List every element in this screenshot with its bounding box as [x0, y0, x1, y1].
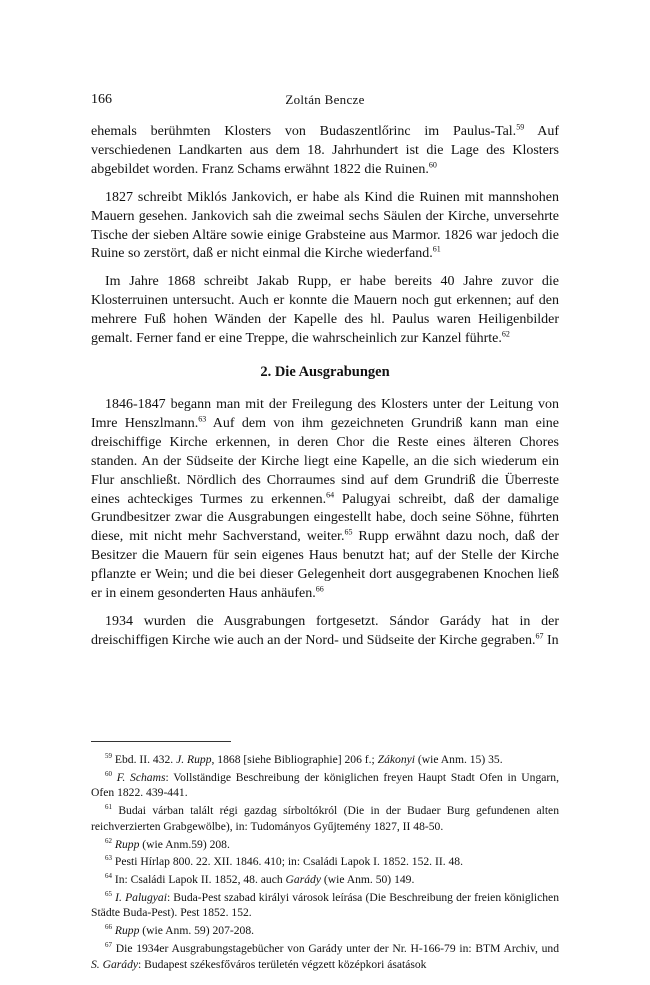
footnote-marker: 62 — [105, 836, 112, 845]
footnote-marker: 63 — [198, 414, 207, 424]
footnote — [91, 803, 559, 834]
body-paragraph — [91, 396, 559, 604]
footnote-marker: 65 — [344, 527, 353, 537]
footnote — [91, 854, 559, 870]
body-paragraph — [91, 273, 559, 349]
text-run: Pesti Hírlap 800. 22. XII. 1846. 410; in: Családi Lapok I. 1852. 152. II. 48. — [112, 855, 463, 869]
footnotes — [91, 752, 559, 974]
page-header — [91, 92, 559, 112]
text-run: Palugyai schreibt, daß der damalige Grundbesitzer zwar die Ausgrabungen eingestellt habe, doch seine Söhne, führten diese, mit nicht mehr Sachverstand, weiter. — [91, 491, 559, 545]
footnote-marker: 61 — [105, 803, 112, 812]
italic-text: I. Palugyai — [115, 890, 167, 904]
text-run: 1934 wurden die Ausgrabungen fortgesetzt. Sándor Garády hat in der dreischiffigen Kirche wie auch an der Nord- und Südseite der Kirche gegraben. — [91, 613, 559, 648]
footnote-marker: 67 — [105, 941, 112, 950]
footnote-marker: 65 — [105, 890, 112, 899]
italic-text: F. Schams — [116, 770, 166, 784]
italic-text: Rupp — [114, 924, 140, 938]
text-run: Budai várban talált régi gazdag sírbolt​ókról (Die in der Budaer Burg gefundenen alten reichverzierten Grabgewölbe), in: Tudományos Gyűjtemény 1827, II 48-50. — [91, 804, 559, 833]
body-paragraph — [91, 123, 559, 180]
text-run: Die 1934er Ausgrabungstagebücher von Garády unter der Nr. H-166-79 in: BTM Archiv, und — [112, 942, 559, 956]
footnote-marker: 64 — [326, 489, 335, 499]
footnote-marker: 60 — [428, 160, 437, 170]
footnote-marker: 66 — [315, 584, 324, 594]
body-paragraph — [91, 613, 559, 651]
text-run: : Vollständige Beschreibung der königlichen freyen Haupt Stadt Ofen in Ungarn, Ofen 1822. 439-441. — [91, 770, 559, 800]
footnote — [91, 941, 559, 972]
paragraphs-block-1 — [91, 123, 559, 349]
text-run: (wie Anm. 50) 149. — [320, 873, 415, 887]
text-run: 1846-1847 begann man mit der Freilegung des Klosters unter der Leitung von Imre Henszlmann. — [91, 396, 559, 431]
footnote-marker: 59 — [105, 752, 112, 761]
paragraphs-block-2 — [91, 396, 559, 651]
footnote — [91, 923, 559, 939]
footnote — [91, 752, 559, 768]
footnote-marker: 67 — [535, 631, 544, 641]
text-run: : Budapest székesfőváros területén végzett középkori ásatások — [138, 957, 427, 971]
text-run: Ebd. II. 432. — [112, 753, 177, 766]
text-run: (wie Anm. 15) 35. — [415, 753, 503, 766]
italic-text: Zákonyi — [377, 753, 416, 766]
text-run: ehemals berühmten Klosters von Budaszentlőrinc im Paulus-Tal. — [91, 124, 517, 139]
body-text — [91, 123, 559, 651]
footnote-marker: 63 — [105, 854, 112, 863]
text-run: In: Családi Lapok II. 1852, 48. auch — [112, 873, 286, 887]
section-heading: 2. Die Ausgrabungen — [260, 363, 390, 380]
italic-text: S. Garády — [91, 957, 139, 971]
footnote-marker: 64 — [105, 872, 112, 881]
footnote — [91, 837, 559, 853]
body-paragraph — [91, 189, 559, 265]
footnote — [91, 890, 559, 921]
text-run: Auf dem von ihm gezeichneten Grundriß kann man eine dreischiffige Kirche erkennen, in deren Chor die Reste eines älteren Chores standen. An der Südseite der Kirche liegt eine Kapelle, an die sich wiederum ein Flur anschließt. Nördlich des Chorraumes sind auf dem Grundriß die Überreste eines achteckiges Turmes zu erkennen. — [91, 415, 559, 507]
footnote-marker: 60 — [105, 769, 112, 778]
text-run: Im Jahre 1868 schreibt Jakab Rupp, er habe bereits 40 Jahre zuvor die Klosterruinen untersucht. Auch er konnte die Mauern noch gut erkennen; auf den mehrere Fuß hohen Wänden der Kapelle des hl. Paulus waren Heiligenbilder gemalt. Ferner fand er eine Treppe, die wahrscheinlich zur Kanzel führte. — [91, 274, 559, 347]
text-run: , 1868 [siehe Bibliographie] 206 f.; — [211, 753, 378, 766]
text-run: : Buda-Pest szabad királyi városok leírása (Die Beschreibung der freien königlichen Städte Buda-Pest). Pest 1852. 152. — [91, 890, 560, 920]
footnote-marker: 61 — [432, 244, 441, 254]
text-run: (wie Anm. 59) 207-208. — [139, 924, 255, 938]
footnote-marker: 59 — [516, 122, 525, 132]
text-run: (wie Anm.59) 208. — [139, 837, 230, 851]
footnote-marker: 66 — [105, 923, 112, 932]
text-run: Auf verschiedenen Landkarten aus dem 18. Jahrhundert ist die Lage des Klosters abgebildet worden. Franz Schams erwähnt 1822 die Ruinen. — [91, 124, 559, 177]
footnote-marker: 62 — [501, 329, 510, 339]
italic-text: Rupp — [114, 837, 140, 851]
footnote — [91, 770, 559, 801]
italic-text: Garády — [285, 873, 321, 887]
page-number: 166 — [91, 92, 112, 107]
text-run: 1827 schreibt Miklós Jankovich, er habe als Kind die Ruinen mit mannshohen Mauern gesehen. Jankovich sah die zweimal sechs Säulen der Kirche, unversehrte Tische der sieben Altäre sowie einige Grabsteine aus Marmor. 1826 war jedoch die Ruine so zerstört, daß er nicht einmal die Kirche wiederfand. — [91, 189, 559, 262]
footnote-divider — [91, 741, 231, 742]
running-head-author: Zoltán Bencze — [285, 92, 365, 107]
text-run: In — [543, 632, 559, 648]
text-run: Rupp erwähnt dazu noch, daß der Besitzer die Mauern für sein eigenes Haus benutzt hat; auf der Stelle der Kirche pflanzte er Wein; und die bei dieser Gelegenheit dort ausgegrabenen Knochen ließ er in einem gesonderten Haus anhäufen. — [91, 529, 559, 602]
italic-text: J. Rupp — [176, 753, 212, 766]
footnote — [91, 872, 559, 888]
